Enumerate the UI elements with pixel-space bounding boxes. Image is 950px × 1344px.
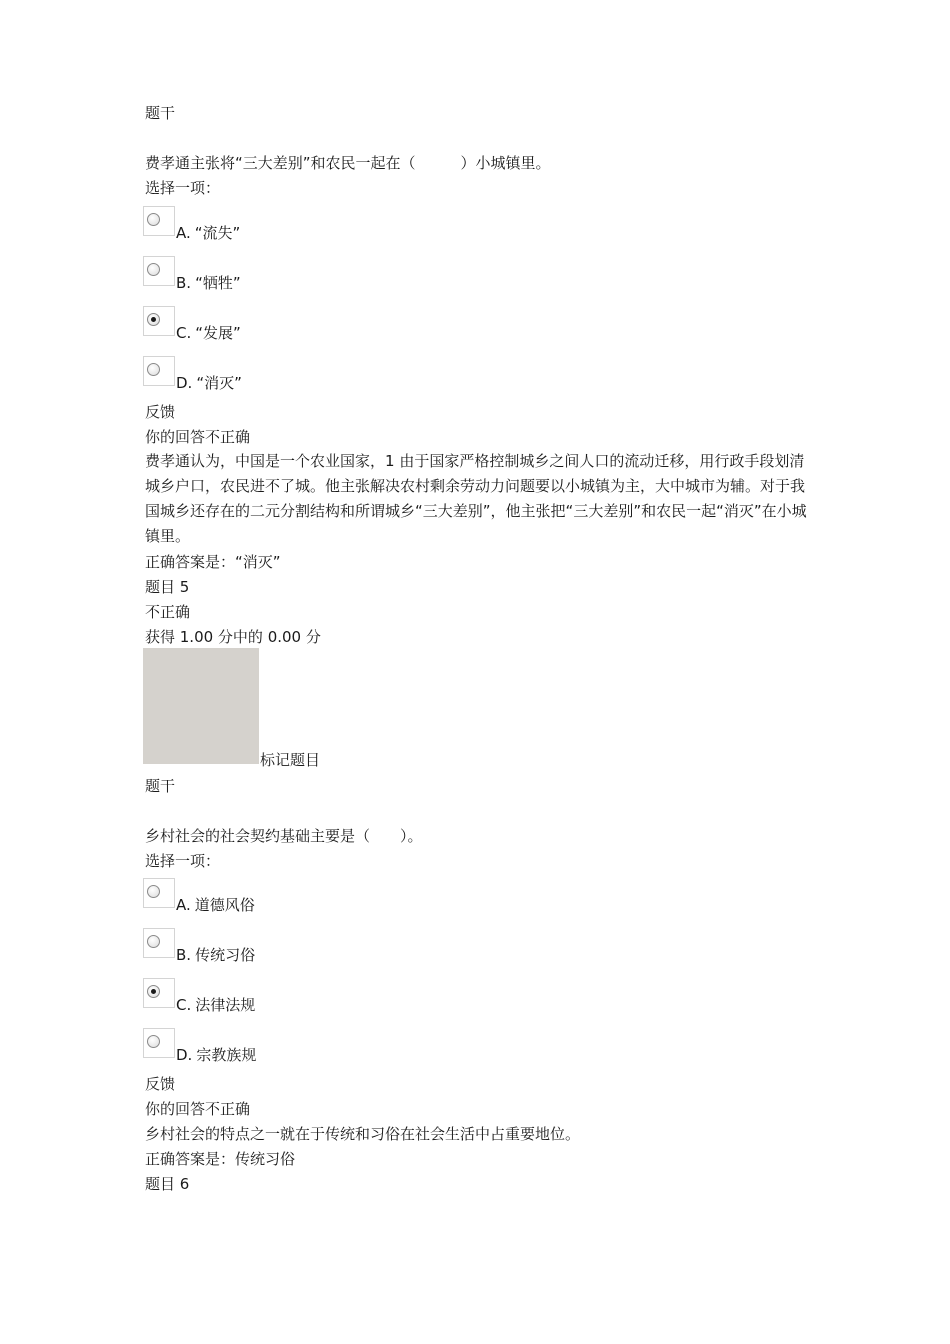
option-b-radio-box[interactable] [143,928,175,958]
option-text: 宗教族规 [196,1046,257,1064]
option-text: “牺牲” [195,274,241,292]
option-a-radio-box[interactable] [143,878,175,908]
option-b-radio-box[interactable] [143,256,175,286]
option-a-label[interactable] [176,223,240,243]
feedback-heading: 反馈 [145,1075,176,1093]
radio-checked-icon[interactable] [147,313,160,326]
option-d-label[interactable] [176,373,242,393]
question-score: 获得 1.00 分中的 0.00 分 [145,628,321,646]
radio-unchecked-icon[interactable] [147,885,160,898]
question-title: 题目 6 [145,1175,190,1193]
option-text: “消灭” [196,374,242,392]
flag-question-link[interactable]: 标记题目 [260,751,321,769]
correct-answer: 正确答案是：传统习俗 [145,1150,296,1168]
radio-unchecked-icon[interactable] [147,935,160,948]
radio-unchecked-icon[interactable] [147,263,160,276]
question-title: 题目 5 [145,578,190,596]
correct-answer: 正确答案是：“消灭” [145,553,281,571]
feedback-explanation: 费孝通认为，中国是一个农业国家，1 由于国家严格控制城乡之间人口的流动迁移，用行政手段划清城乡户口，农民进不了城。他主张解决农村剩余劳动力问题要以小城镇为主，大中城市为辅。对于我国城乡还存在的二元分割结构和所谓城乡“三大差别”，他主张把“三大差别”和农民一起“消灭”在小城镇里。 [145,452,807,545]
question-text: 乡村社会的社会契约基础主要是（ ）。 [145,827,423,845]
option-b-label[interactable] [176,273,241,293]
option-text: “发展” [195,324,241,342]
feedback-heading: 反馈 [145,403,176,421]
option-c-radio-box[interactable] [143,306,175,336]
option-c-label[interactable] [176,995,255,1015]
option-letter: A. [176,224,191,242]
option-letter: B. [176,946,192,964]
option-d-label[interactable] [176,1045,256,1065]
stem-heading: 题干 [145,777,176,795]
question-status: 不正确 [145,603,191,621]
option-letter: D. [176,374,193,392]
option-letter: C. [176,996,192,1014]
option-a-label[interactable] [176,895,255,915]
option-letter: C. [176,324,192,342]
radio-unchecked-icon[interactable] [147,1035,160,1048]
option-text: “流失” [194,224,241,242]
radio-unchecked-icon[interactable] [147,363,160,376]
question-text: 费孝通主张将“三大差别”和农民一起在（ ）小城镇里。 [145,154,551,172]
option-letter: D. [176,1046,193,1064]
option-c-label[interactable] [176,323,241,343]
option-a-radio-box[interactable] [143,206,175,236]
option-text: 法律法规 [195,996,256,1014]
option-letter: B. [176,274,192,292]
option-d-radio-box[interactable] [143,356,175,386]
flag-icon[interactable] [143,648,259,764]
option-text: 道德风俗 [194,896,255,914]
option-letter: A. [176,896,191,914]
radio-checked-icon[interactable] [147,985,160,998]
choose-prompt: 选择一项： [145,179,221,197]
answer-result: 你的回答不正确 [145,428,251,446]
option-text: 传统习俗 [195,946,256,964]
feedback-explanation: 乡村社会的特点之一就在于传统和习俗在社会生活中占重要地位。 [145,1125,581,1143]
answer-result: 你的回答不正确 [145,1100,251,1118]
stem-heading: 题干 [145,104,176,122]
option-c-radio-box[interactable] [143,978,175,1008]
option-b-label[interactable] [176,945,255,965]
radio-unchecked-icon[interactable] [147,213,160,226]
choose-prompt: 选择一项： [145,852,221,870]
option-d-radio-box[interactable] [143,1028,175,1058]
